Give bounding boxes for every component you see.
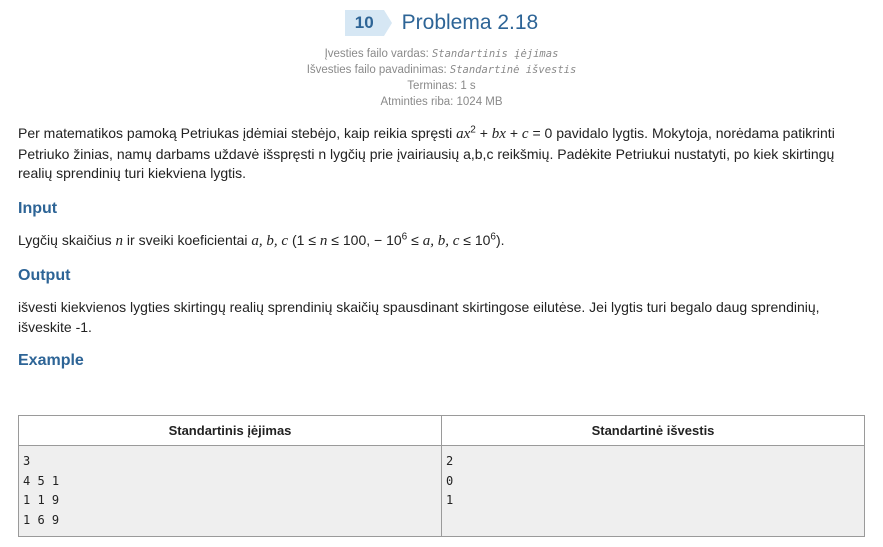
- example-input-cell[interactable]: [19, 446, 442, 537]
- eq-bx: bx: [491, 126, 506, 142]
- example-table: [18, 415, 865, 537]
- problem-title: Problema 2.18: [401, 11, 539, 34]
- statement-paragraph: Per matematikos pamoką Petriukas įdėmiai stebėjo, kaip reikia spręsti $ax^2$ + bx + c = 0 pavidalo lygtis. Mokytoja, norėdama patikrinti Petriuko žinias, namų darbams uždavė išspręsti n lygčių prie įvairiausių a,b,c reikšmių. Padėkite Petriukui nustatyti, po kiek skirtingų realių sprendinių turi kiekviena lygtis.: [18, 124, 835, 181]
- input-file-label: Įvesties failo vardas:: [324, 48, 429, 60]
- problem-content: [18, 124, 863, 371]
- input-description: Lygčių skaičius n ir sveiki koeficientai a, b, c (1 ≤ n ≤ 100, − $10^6 \le a$, b, $c \le 10^6$).: [18, 231, 505, 249]
- problem-header: [0, 9, 883, 37]
- example-output-line: 1: [446, 493, 454, 507]
- example-output-header: Standartinė išvestis: [442, 416, 865, 446]
- example-input-line: 1 6 9: [23, 512, 60, 527]
- eq-c: c: [521, 126, 529, 142]
- memory-limit: Atminties riba: 1024 MB: [380, 96, 503, 108]
- example-input-line: 4 5 1: [23, 473, 60, 488]
- example-input-line: 3: [23, 454, 31, 468]
- time-limit: Terminas: 1 s: [407, 80, 476, 92]
- input-file-value: Standartinis įėjimas: [431, 48, 559, 60]
- example-input-line: 1 1 9: [23, 493, 60, 507]
- example-header-row: [19, 416, 865, 446]
- example-output-line: 2: [446, 454, 454, 468]
- problem-number-badge: 10: [345, 10, 384, 36]
- output-file-label: Išvesties failo pavadinimas:: [306, 64, 447, 76]
- input-heading: Input: [18, 199, 58, 217]
- output-file-value: Standartinė išvestis: [449, 64, 577, 76]
- example-heading: Example: [18, 352, 84, 369]
- input-file-row: [0, 46, 883, 62]
- output-file-row: [0, 62, 883, 78]
- example-data-row: [19, 446, 865, 537]
- eq-ax: ax: [456, 126, 471, 142]
- output-heading: Output: [18, 266, 71, 284]
- example-output-cell[interactable]: [442, 446, 865, 537]
- example-input-header: Standartinis įėjimas: [19, 416, 442, 446]
- output-description: išvesti kiekvienos lygties skirtingų realių sprendinių skaičių spausdinant skirtingose eilutėse. Jei lygtis turi begalo daug sprendinių, išveskite -1.: [18, 299, 820, 335]
- example-output-line: 0: [446, 473, 454, 488]
- problem-meta: [0, 46, 883, 110]
- eq-exponent: 2: [470, 124, 476, 136]
